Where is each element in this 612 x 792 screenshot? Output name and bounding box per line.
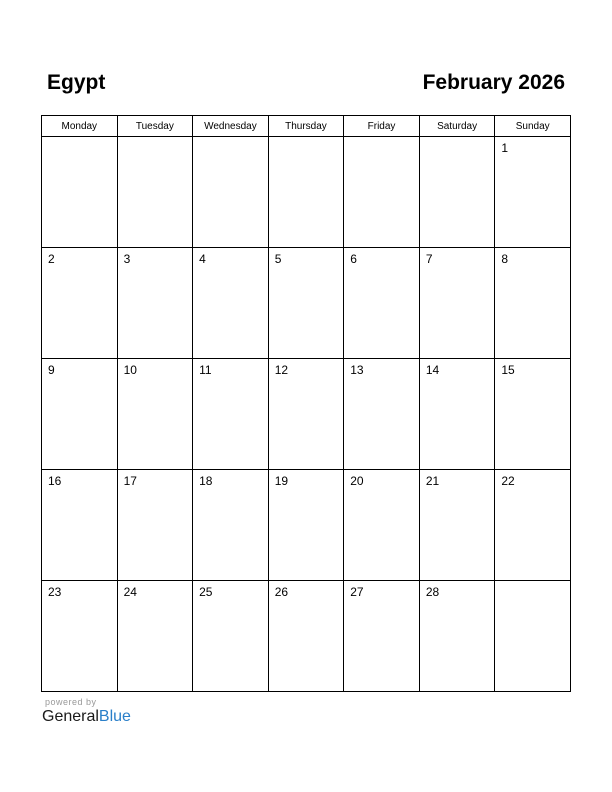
- day-cell: [193, 248, 269, 359]
- day-cell: [419, 248, 495, 359]
- day-cell: [419, 137, 495, 248]
- day-cell: [495, 359, 571, 470]
- brand-name-part1: General: [42, 708, 99, 725]
- day-cell: [344, 248, 420, 359]
- day-cell: [495, 470, 571, 581]
- day-number: 5: [274, 252, 282, 266]
- day-number: 19: [274, 474, 289, 488]
- day-number: 6: [350, 252, 357, 266]
- day-number: 9: [48, 363, 55, 377]
- weekday-header: Friday: [344, 116, 420, 137]
- week-row: [42, 581, 571, 692]
- day-number: 2: [48, 252, 55, 266]
- day-cell: [117, 359, 193, 470]
- day-number: 8: [501, 252, 509, 266]
- day-number: 24: [123, 585, 137, 599]
- day-cell: [419, 470, 495, 581]
- weekday-header: Thursday: [268, 116, 344, 137]
- day-cell: [268, 470, 344, 581]
- day-number: 26: [274, 585, 289, 599]
- week-row: [42, 137, 571, 248]
- day-cell: [42, 248, 118, 359]
- day-number: 23: [48, 585, 62, 599]
- weekday-header: Wednesday: [193, 116, 269, 137]
- day-number: 10: [123, 363, 137, 377]
- day-number: 21: [425, 474, 440, 488]
- day-cell: [42, 137, 118, 248]
- day-number: 7: [425, 252, 433, 266]
- day-cell: [344, 359, 420, 470]
- day-number: 25: [199, 585, 213, 599]
- day-number: 1: [501, 141, 509, 155]
- day-cell: [344, 581, 420, 692]
- day-number: 14: [425, 363, 440, 377]
- generalblue-logo[interactable]: [42, 708, 131, 726]
- day-number: 3: [123, 252, 131, 266]
- day-number: 4: [199, 252, 206, 266]
- day-cell: [268, 137, 344, 248]
- day-cell: [344, 137, 420, 248]
- month-year-title: February 2026: [422, 71, 565, 94]
- day-number: 28: [425, 585, 440, 599]
- day-cell: [495, 248, 571, 359]
- day-cell: [268, 581, 344, 692]
- day-number: 11: [199, 363, 212, 377]
- weekday-header: Tuesday: [117, 116, 193, 137]
- day-cell: [495, 137, 571, 248]
- day-cell: [42, 470, 118, 581]
- day-number: 18: [199, 474, 213, 488]
- day-cell: [117, 248, 193, 359]
- week-row: [42, 359, 571, 470]
- day-cell: [193, 137, 269, 248]
- day-cell: [419, 581, 495, 692]
- powered-by-text: powered by: [45, 697, 97, 707]
- day-cell: [117, 137, 193, 248]
- day-number: 13: [350, 363, 364, 377]
- week-row: [42, 248, 571, 359]
- day-number: 15: [501, 363, 515, 377]
- day-number: 27: [350, 585, 364, 599]
- weekday-header: Saturday: [419, 116, 495, 137]
- weekday-header-row: [42, 116, 571, 137]
- day-cell: [268, 359, 344, 470]
- day-cell: [117, 581, 193, 692]
- day-number: 12: [274, 363, 289, 377]
- day-cell: [495, 581, 571, 692]
- day-cell: [193, 470, 269, 581]
- day-cell: [268, 248, 344, 359]
- weekday-header: Monday: [42, 116, 118, 137]
- day-cell: [42, 359, 118, 470]
- country-title: Egypt: [47, 71, 106, 94]
- week-row: [42, 470, 571, 581]
- day-cell: [117, 470, 193, 581]
- calendar-grid: [41, 115, 571, 692]
- day-cell: [193, 581, 269, 692]
- day-cell: [193, 359, 269, 470]
- day-cell: [419, 359, 495, 470]
- brand-name-part2: Blue: [98, 708, 131, 725]
- day-cell: [344, 470, 420, 581]
- day-number: 20: [350, 474, 364, 488]
- weekday-header: Sunday: [495, 116, 571, 137]
- day-number: 22: [501, 474, 515, 488]
- day-cell: [42, 581, 118, 692]
- day-number: 17: [123, 474, 137, 488]
- day-number: 16: [48, 474, 62, 488]
